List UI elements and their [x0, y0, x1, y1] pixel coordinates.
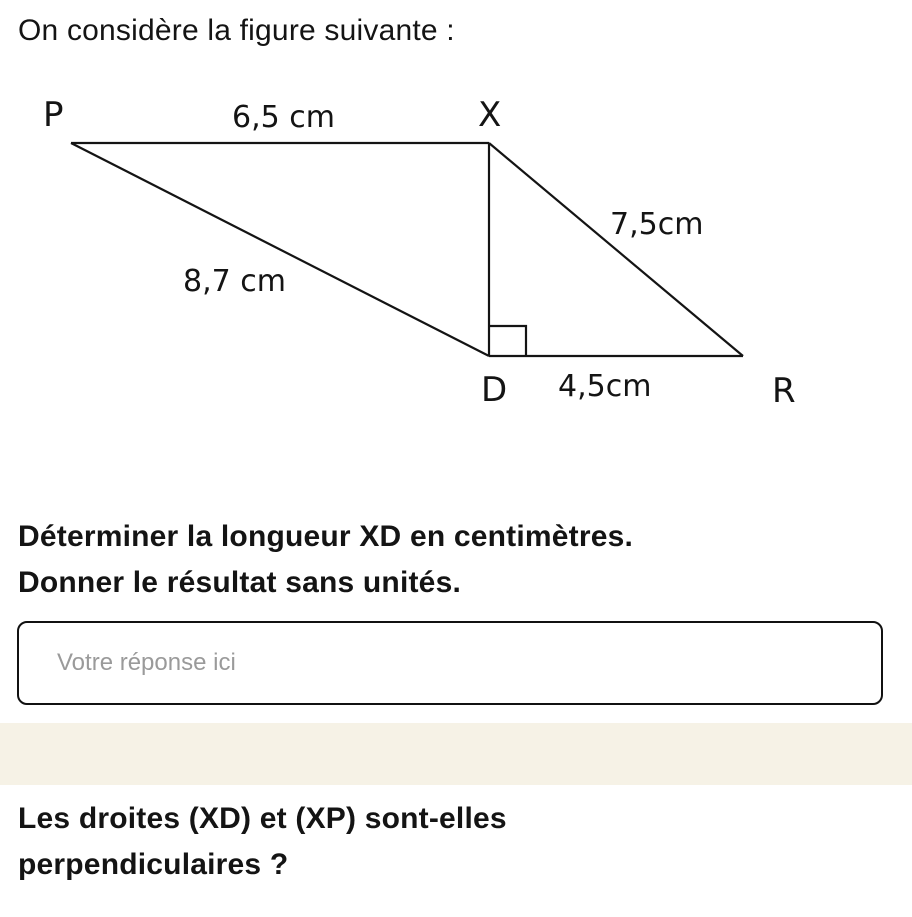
label-point-d: D	[481, 370, 508, 410]
figure-lines	[71, 143, 743, 356]
intro-text: On considère la figure suivante :	[18, 14, 455, 47]
question-perpendicular-line2: perpendiculaires ?	[18, 848, 289, 881]
question-perpendicular	[18, 796, 507, 888]
label-point-r: R	[772, 371, 796, 411]
label-length-dr: 4,5cm	[558, 369, 652, 404]
question-perpendicular-line1: Les droites (XD) et (XP) sont-elles	[18, 802, 507, 835]
label-point-p: P	[43, 95, 64, 135]
label-point-x: X	[478, 95, 502, 135]
section-divider-band	[0, 723, 912, 785]
geometry-figure	[0, 80, 912, 440]
right-angle-mark	[489, 326, 526, 356]
question-xd-line1: Déterminer la longueur XD en centimètres.	[18, 520, 634, 553]
question-xd-line2: Donner le résultat sans unités.	[18, 566, 461, 599]
segment-pd	[71, 143, 489, 356]
answer-input[interactable]	[17, 621, 883, 705]
segment-xr	[489, 143, 743, 356]
label-length-xr: 7,5cm	[610, 207, 704, 242]
label-length-pd: 8,7 cm	[183, 264, 286, 299]
label-length-px: 6,5 cm	[232, 100, 335, 135]
question-xd	[18, 514, 633, 606]
